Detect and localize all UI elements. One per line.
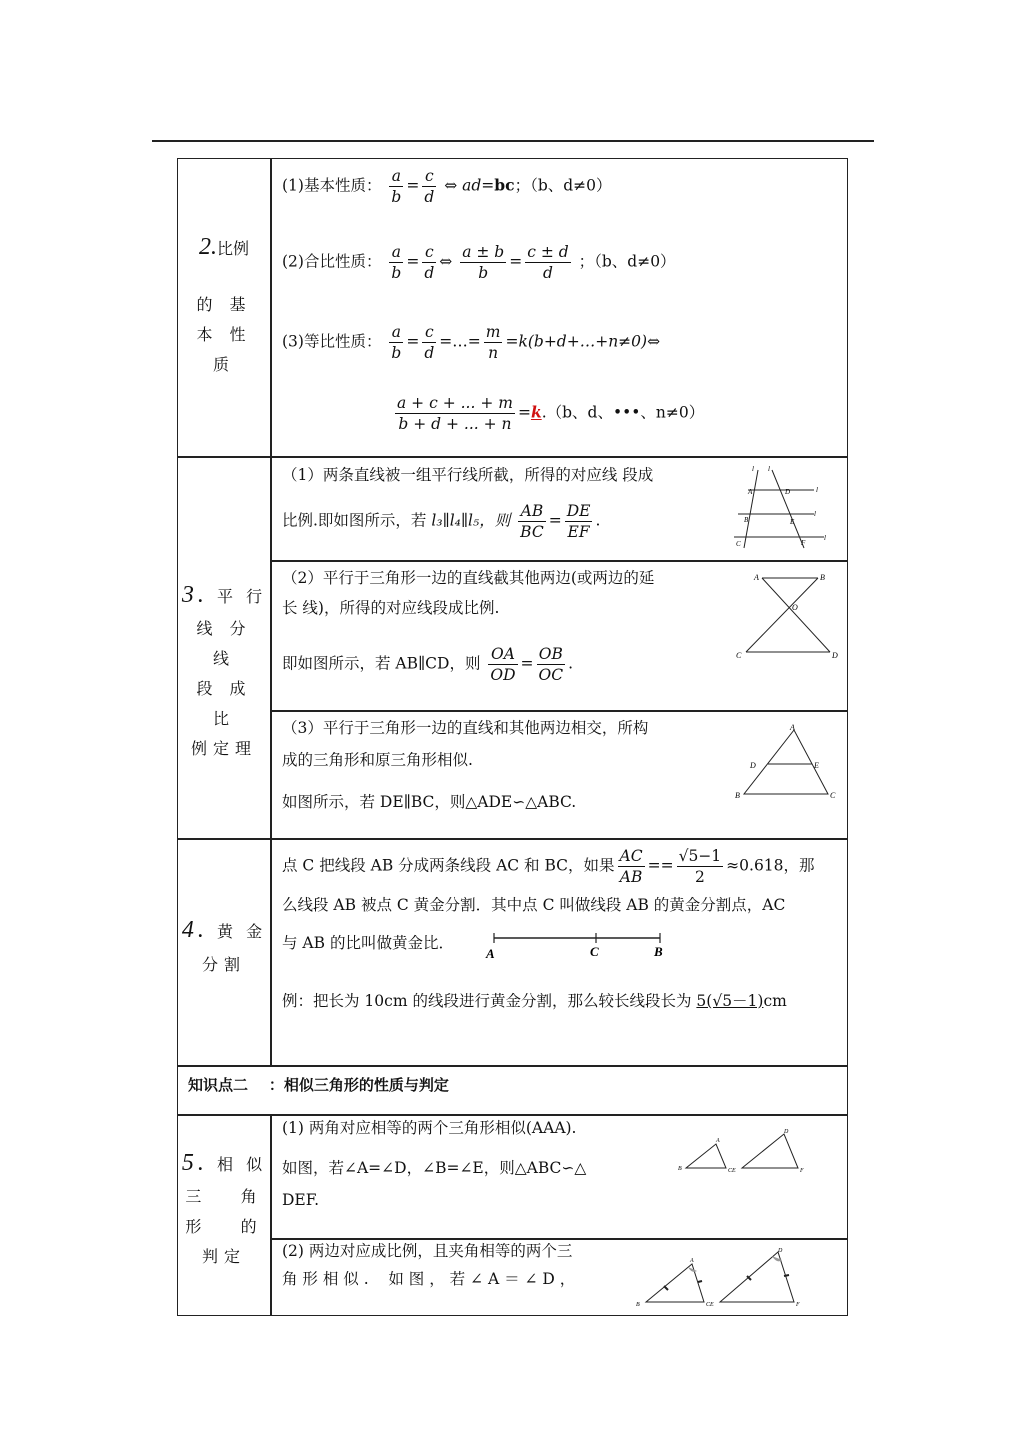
text-line: 即如图所示，若 AB∥CD，则 bbox=[282, 654, 481, 673]
svg-text:B: B bbox=[678, 1166, 682, 1172]
basic-property: (1)基本性质： $\frac{a}{b}$ = $\frac{c}{d}$ ⇔ ad=bc；（b、d≠0） bbox=[282, 167, 612, 206]
column-divider bbox=[270, 158, 272, 1065]
section-title: 分割 bbox=[201, 955, 246, 974]
section-number: 3. bbox=[181, 582, 208, 608]
svg-text:B: B bbox=[744, 516, 749, 524]
section-title: 判定 bbox=[201, 1247, 246, 1266]
text-line: 角 形 相 似 . 如 图 ， 若 ∠ A ＝ ∠ D ， bbox=[282, 1270, 576, 1288]
golden-segment-figure bbox=[482, 930, 672, 962]
section-number: 2. bbox=[198, 234, 217, 260]
equal-ratio-property: (3)等比性质： $\frac{a}{b}$ = $\frac{c}{d}$ =…= $\frac{m}{n}$ =k(b+d+…+n≠0)⇔ bbox=[282, 323, 661, 362]
sum-property: (2)合比性质： $\frac{a}{b}$ = $\frac{c}{d}$ ⇔ $\frac{a \pm b}{b}$ = $\frac{c \pm d}{d}$ ；（b、d≠0） bbox=[282, 243, 676, 282]
property-label: (1)基本性质： bbox=[282, 176, 382, 195]
section-title: 三 角 bbox=[185, 1187, 263, 1206]
text-line: (2) 两边对应成比例，且夹角相等的两个三 bbox=[282, 1242, 573, 1260]
section-5-label bbox=[180, 1146, 268, 1272]
svg-text:E: E bbox=[790, 518, 795, 526]
property-label: (2)合比性质： bbox=[282, 252, 382, 271]
row-divider bbox=[177, 1065, 848, 1067]
svg-text:l: l bbox=[824, 534, 826, 542]
text-line: ≈0.618，那 bbox=[726, 856, 815, 875]
section-title: 平 行 bbox=[217, 587, 267, 606]
svg-text:l: l bbox=[768, 465, 770, 473]
svg-text:D: D bbox=[784, 1129, 789, 1135]
section-title: 黄 金 bbox=[217, 922, 267, 941]
parallel-lines-figure bbox=[728, 462, 832, 554]
text-line: (1) 两角对应相等的两个三角形相似(AAA). bbox=[282, 1119, 577, 1137]
property-label: (3)等比性质： bbox=[282, 332, 382, 351]
section-title: 形 的 bbox=[185, 1217, 263, 1236]
example-answer: 5(√5－1) bbox=[696, 992, 764, 1010]
sas-similarity-text bbox=[282, 1241, 575, 1289]
similar-triangle-text bbox=[282, 718, 648, 812]
svg-text:D: D bbox=[778, 1248, 783, 1254]
svg-text:C: C bbox=[736, 540, 741, 548]
product-bc: bc bbox=[494, 175, 515, 195]
condition: .（b、d、•••、n≠0） bbox=[541, 403, 705, 422]
text-line: 比例.即如图所示，若 bbox=[282, 511, 427, 530]
section-title: 质 bbox=[212, 355, 235, 374]
svg-text:F: F bbox=[796, 1302, 800, 1308]
text-line: （3）平行于三角形一边的直线和其他两边相交，所构 bbox=[282, 719, 649, 737]
example-unit: cm bbox=[763, 992, 787, 1010]
section-title: 例定理 bbox=[190, 739, 257, 758]
ellipsis: =…= bbox=[439, 332, 481, 351]
svg-text:A: A bbox=[716, 1138, 720, 1144]
svg-text:B: B bbox=[636, 1302, 640, 1308]
row-divider bbox=[177, 1114, 848, 1116]
triangle-parallel-text: （2）平行于三角形一边的直线截其他两边(或两边的延 长 线)，所得的对应线段成比例. 即如图所示，若 AB∥CD，则 $\frac{OA}{OD}$ = $\frac{OB}{OC}$ . bbox=[282, 569, 655, 684]
svg-text:E: E bbox=[814, 761, 819, 770]
svg-text:D: D bbox=[832, 651, 838, 660]
row-divider bbox=[270, 560, 848, 562]
text-line: （2）平行于三角形一边的直线截其他两边(或两边的延 bbox=[282, 569, 655, 587]
golden-section-text: 点 C 把线段 AB 分成两条线段 AC 和 BC，如果 $\frac{AC}{AB}$ == $\frac{√5-1}{2}$ ≈0.618，那 么线段 AB 被点 C 黄金分割．其中点 C 叫做线段 AB 的黄金分割点，AC 与 AB 的比叫做黄金比． 例：把长为 10cm 的线段进行黄金分割，那么较长线段长为 5(√5－1)cm bbox=[282, 847, 815, 1010]
aaa-similarity-text bbox=[282, 1118, 586, 1210]
text-line: 点 C 把线段 AB 分成两条线段 AC 和 BC，如果 bbox=[282, 856, 615, 875]
section-number: 4. bbox=[181, 917, 208, 943]
equivalence: ⇔ ad= bbox=[444, 176, 495, 195]
svg-text:B: B bbox=[654, 944, 663, 959]
knowledge-point-heading: 知识点二 ：相似三角形的性质与判定 bbox=[188, 1076, 449, 1094]
section-title: 本 性 bbox=[196, 325, 252, 344]
row-divider bbox=[270, 1238, 848, 1240]
row-divider bbox=[177, 838, 848, 840]
section-title: 的 基 bbox=[196, 295, 252, 314]
parallel-lines-text: （1）两条直线被一组平行线所截，所得的对应线 段成 比例.即如图所示，若 l₃∥l₄∥l₅，则 $\frac{AB}{BC}$ = $\frac{DE}{EF}$ . bbox=[282, 466, 654, 541]
section-title: 线 分 线 bbox=[196, 619, 252, 668]
section-title: 段 成 比 bbox=[196, 679, 252, 728]
section-number: 5. bbox=[181, 1150, 208, 1176]
section-2-label bbox=[180, 230, 268, 380]
denominator: b + d + ... + n bbox=[398, 415, 512, 433]
svg-text:l: l bbox=[816, 486, 818, 494]
svg-text:B: B bbox=[735, 791, 740, 800]
svg-text:A: A bbox=[486, 946, 495, 961]
equal-ratio-result: $\frac{a + c + ... + m}{b + d + ... + n}$ =k.（b、d、•••、n≠0） bbox=[397, 394, 705, 433]
svg-text:D: D bbox=[785, 488, 791, 496]
svg-text:C: C bbox=[830, 791, 836, 800]
svg-text:B: B bbox=[820, 573, 825, 582]
section-3-label bbox=[180, 578, 268, 764]
svg-text:D: D bbox=[750, 761, 756, 770]
constant-k: k bbox=[530, 402, 542, 422]
svg-text:O: O bbox=[792, 603, 798, 612]
svg-text:A: A bbox=[754, 573, 759, 582]
condition: ；（b、d≠0） bbox=[514, 176, 612, 195]
column-divider bbox=[270, 1114, 272, 1316]
numerator: a + c + ... + m bbox=[397, 394, 513, 412]
condition: ；（b、d≠0） bbox=[578, 252, 676, 271]
svg-text:A: A bbox=[690, 1258, 694, 1264]
svg-text:F: F bbox=[801, 539, 806, 547]
text-line: 如图所示，若 DE∥BC，则△ADE∽△ABC. bbox=[282, 793, 577, 811]
svg-text:A: A bbox=[790, 723, 795, 732]
svg-text:C: C bbox=[590, 944, 599, 959]
row-divider bbox=[177, 456, 848, 458]
text-line: DEF. bbox=[282, 1191, 320, 1209]
section-4-label bbox=[180, 912, 268, 980]
text-line: 与 AB 的比叫做黄金比． bbox=[282, 934, 454, 952]
example-text: 例：把长为 10cm 的线段进行黄金分割，那么较长线段长为 bbox=[282, 992, 692, 1010]
svg-text:l: l bbox=[752, 465, 754, 473]
svg-text:CE: CE bbox=[706, 1302, 714, 1308]
nested-triangle-figure bbox=[732, 722, 842, 802]
text-line: （1）两条直线被一组平行线所截，所得的对应线 段成 bbox=[282, 466, 654, 484]
aaa-triangles-figure bbox=[676, 1126, 810, 1176]
section-title: 比例 bbox=[216, 239, 249, 258]
row-divider bbox=[270, 710, 848, 712]
section-title: 相 似 bbox=[217, 1155, 267, 1174]
text-line: 长 线)，所得的对应线段成比例. bbox=[282, 599, 500, 617]
condition: l₃∥l₄∥l₅，则 bbox=[431, 511, 511, 530]
text-line: 成的三角形和原三角形相似. bbox=[282, 751, 473, 769]
svg-text:A: A bbox=[748, 488, 753, 496]
header-rule bbox=[152, 140, 874, 142]
text-line: 如图，若∠A=∠D，∠B=∠E，则△ABC∽△ bbox=[282, 1159, 587, 1177]
svg-text:CE: CE bbox=[728, 1168, 736, 1174]
equal-ratio-tail: =k(b+d+…+n≠0)⇔ bbox=[505, 332, 661, 351]
hourglass-figure bbox=[732, 570, 842, 662]
sas-triangles-figure bbox=[632, 1246, 814, 1312]
svg-text:F: F bbox=[800, 1168, 804, 1174]
svg-text:C: C bbox=[736, 651, 742, 660]
text-line: 么线段 AB 被点 C 黄金分割．其中点 C 叫做线段 AB 的黄金分割点，AC bbox=[282, 896, 786, 914]
svg-text:l: l bbox=[814, 510, 816, 518]
